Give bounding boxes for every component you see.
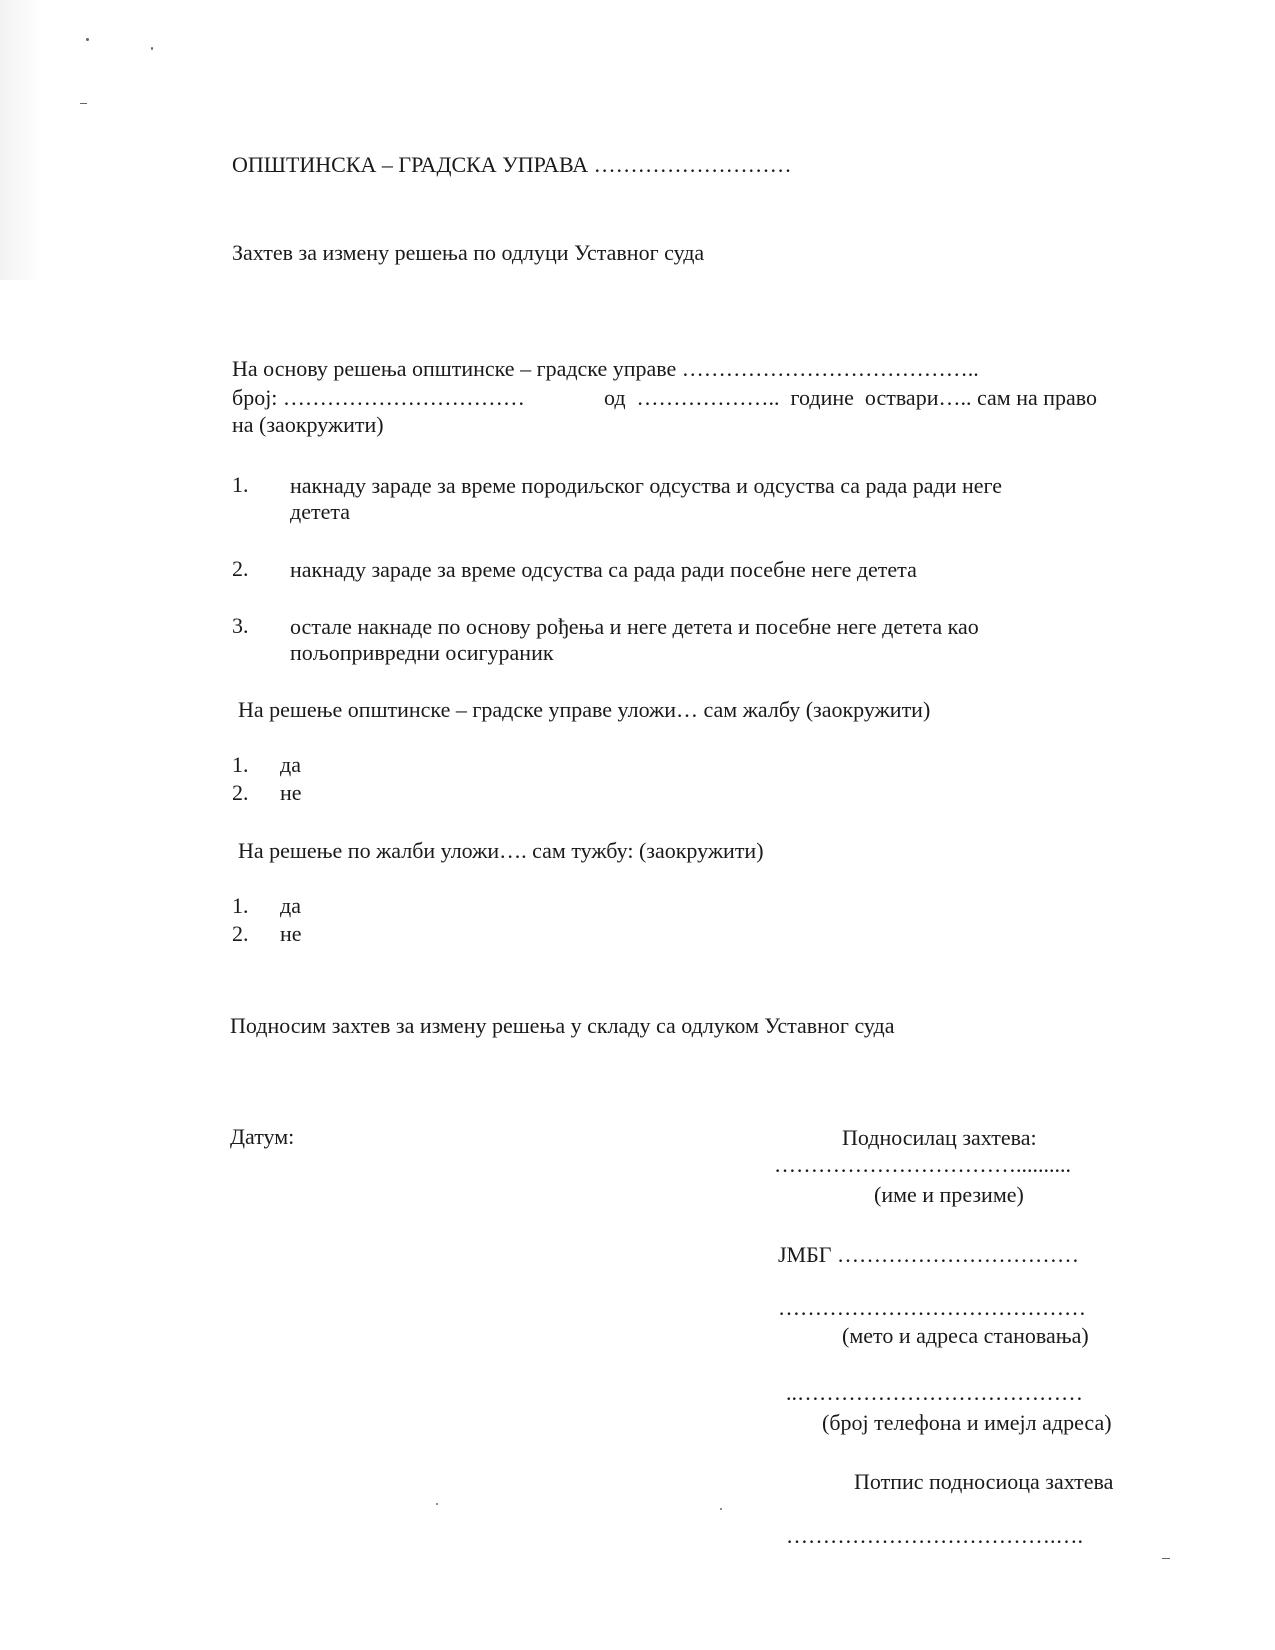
submission-statement: Подносим захтев за измену решења у складу са одлуком Уставног суда bbox=[230, 1013, 895, 1038]
contact-field[interactable]: ..………………………………… bbox=[786, 1380, 1083, 1405]
basis-line-2-number: број: …………………………… bbox=[232, 385, 525, 410]
address-caption: (мето и адреса становања) bbox=[842, 1323, 1089, 1348]
lawsuit-question: На решење по жалби уложи…. сам тужбу: (заокружити) bbox=[238, 838, 764, 863]
name-caption: (име и презиме) bbox=[874, 1182, 1024, 1207]
scan-edge-shadow bbox=[0, 0, 44, 280]
signature-field[interactable]: ……………………………….…. bbox=[786, 1523, 1083, 1548]
document-title: Захтев за измену решења по одлуци Уставног суда bbox=[232, 240, 705, 265]
appeal-option-number: 1. bbox=[232, 752, 249, 777]
lawsuit-option-yes[interactable]: да bbox=[280, 893, 301, 918]
jmbg-field[interactable]: ЈМБГ …………………………… bbox=[778, 1242, 1079, 1267]
lawsuit-option-number: 2. bbox=[232, 921, 249, 946]
contact-caption: (број телефона и имејл адреса) bbox=[822, 1410, 1112, 1435]
rights-item-number: 3. bbox=[232, 613, 249, 638]
scan-speck bbox=[436, 1503, 438, 1505]
lawsuit-option-no[interactable]: не bbox=[280, 921, 302, 946]
appeal-question: На решење општинске – градске управе уложи… сам жалбу (заокружити) bbox=[238, 697, 931, 722]
name-field[interactable]: …………………………….......... bbox=[774, 1152, 1071, 1177]
rights-item-text: накнаду зараде за време одсуства са рада ради посебне неге детета bbox=[290, 557, 917, 582]
rights-item-text: накнаду зараде за време породиљског одсуства и одсуства са рада ради неге bbox=[290, 473, 1003, 498]
scan-speck bbox=[151, 47, 153, 50]
scan-speck bbox=[86, 38, 89, 41]
appeal-option-no[interactable]: не bbox=[280, 780, 302, 805]
address-field[interactable]: …………………………………… bbox=[778, 1295, 1086, 1320]
lawsuit-option-number: 1. bbox=[232, 893, 249, 918]
rights-item-text: пољопривредни осигураник bbox=[290, 640, 554, 665]
appeal-option-number: 2. bbox=[232, 780, 249, 805]
authority-heading: ОПШТИНСКА – ГРАДСКА УПРАВА ……………………… bbox=[232, 152, 792, 177]
applicant-label: Подносилац захтева: bbox=[842, 1125, 1037, 1150]
basis-line-3: на (заокружити) bbox=[232, 412, 384, 437]
rights-item-text: остале накнаде по основу рођења и неге детета и посебне неге детета као bbox=[290, 614, 979, 639]
scan-speck bbox=[80, 103, 87, 104]
scan-speck bbox=[720, 1508, 722, 1510]
appeal-option-yes[interactable]: да bbox=[280, 752, 301, 777]
basis-line-1: На основу решења општинске – градске управе ………………………………….. bbox=[232, 356, 979, 381]
date-label: Датум: bbox=[230, 1124, 295, 1149]
basis-line-2-date: од ……………….. године оствари….. сам на право bbox=[604, 385, 1098, 410]
rights-item-number: 1. bbox=[232, 472, 249, 497]
scan-speck bbox=[1162, 1558, 1170, 1559]
rights-item-text: детета bbox=[290, 499, 350, 524]
rights-item-number: 2. bbox=[232, 556, 249, 581]
signature-label: Потпис подносиоца захтева bbox=[854, 1469, 1114, 1494]
